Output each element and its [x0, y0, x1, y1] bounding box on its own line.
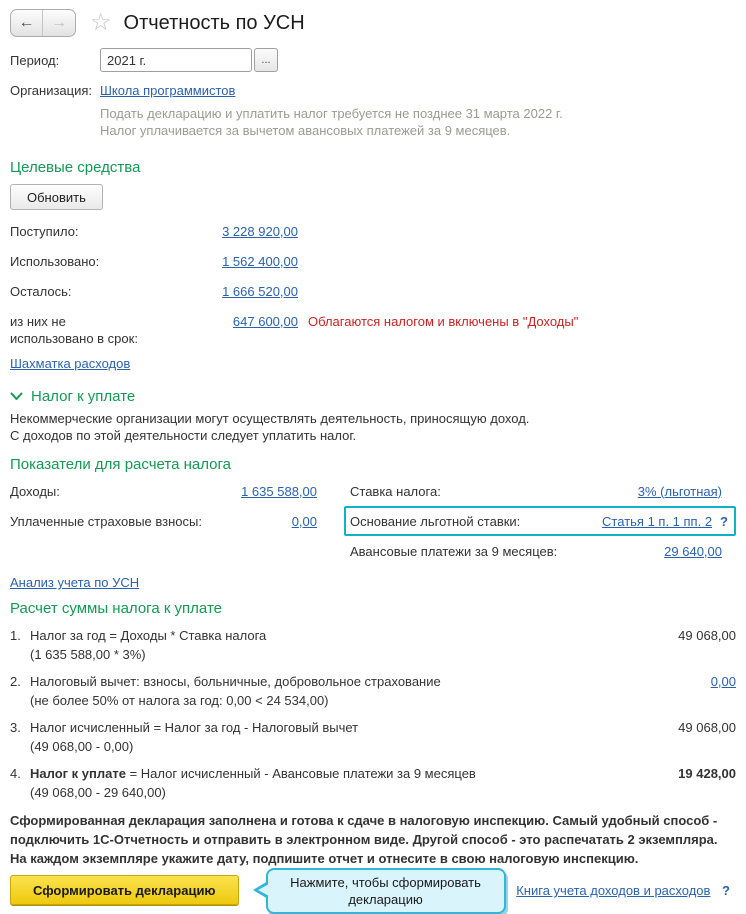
funds-overdue-label-line2: использовано в срок: [10, 331, 138, 346]
calc-item-2-detail: (не более 50% от налога за год: 0,00 < 24 534,00) [30, 693, 329, 708]
preferential-basis-label: Основание льготной ставки: [350, 513, 521, 529]
calc-item-4-text [30, 766, 626, 782]
calc-item-3-body [30, 720, 626, 755]
deadline-notice [100, 105, 736, 139]
period-row [10, 47, 736, 73]
forward-button[interactable] [43, 10, 75, 36]
period-input[interactable] [100, 48, 252, 72]
funds-overdue-label [10, 313, 188, 347]
insurance-paid-label: Уплаченные страховые взносы: [10, 513, 202, 529]
favorite-star-icon[interactable]: ☆ [90, 9, 112, 36]
income-value-link[interactable]: 1 635 588,00 [241, 483, 317, 499]
funds-remaining-label: Осталось: [10, 284, 72, 299]
income-expense-book-help-icon[interactable]: ? [722, 883, 730, 898]
income-row [10, 476, 317, 506]
funds-overdue-value-wrap [188, 313, 298, 330]
income-label: Доходы: [10, 483, 60, 499]
calc-item-3-value: 49 068,00 [678, 720, 736, 735]
funds-overdue-value-link[interactable]: 647 600,00 [232, 314, 298, 329]
calc-item-4-number: 4. [10, 766, 21, 781]
calc-item-2-body [30, 674, 626, 709]
funds-remaining-value-link[interactable]: 1 666 520,00 [222, 284, 298, 299]
usn-analysis-link[interactable]: Анализ учета по УСН [10, 575, 140, 590]
preferential-basis-value-link[interactable]: Статья 1 п. 1 пп. 2 [602, 513, 713, 529]
period-label: Период: [10, 52, 60, 68]
calc-item-1-value: 49 068,00 [678, 628, 736, 643]
calc-item-4-value: 19 428,00 [678, 766, 736, 781]
refresh-button[interactable]: Обновить [10, 184, 103, 210]
funds-row-overdue [10, 313, 736, 347]
calc-item-2-text: Налоговый вычет: взносы, больничные, добровольное страхование [30, 674, 441, 689]
calc-item-2-number: 2. [10, 674, 21, 689]
calc-item-4-body [30, 766, 626, 801]
funds-used-label: Использовано: [10, 254, 100, 269]
funds-row-used [10, 253, 298, 270]
preferential-basis-help-icon[interactable]: ? [720, 513, 728, 529]
calc-item-3 [10, 720, 736, 755]
expenses-chess-link[interactable]: Шахматка расходов [10, 356, 131, 371]
preferential-basis-row-wrap [344, 506, 736, 536]
funds-received-value-link[interactable]: 3 228 920,00 [222, 224, 298, 239]
period-picker-button[interactable]: ... [254, 48, 278, 72]
indicators-left-column [10, 476, 317, 536]
target-funds-heading: Целевые средства [10, 159, 141, 176]
calc-item-3-number: 3. [10, 720, 21, 735]
indicators-columns [10, 476, 736, 566]
declaration-ready-paragraph: Сформированная декларация заполнена и готова к сдаче в налоговую инспекцию. Самый удобный способ - подключить 1С-Отчетность и отправить в электронном виде. Другой способ - это распечатать 2 экземпляра. На каждом экземпляре укажите дату, подпишите отчет и отнесите в свою налоговую инспекцию. [10, 813, 718, 866]
deadline-notice-line2: Налог уплачивается за вычетом авансовых платежей за 9 месяцев. [100, 123, 511, 138]
calc-item-1-text: Налог за год = Доходы * Ставка налога [30, 628, 267, 643]
tax-due-description-line2: С доходов по этой деятельности следует уплатить налог. [10, 428, 357, 443]
tax-due-heading: Налог к уплате [31, 388, 136, 405]
tooltip-tail-fill-icon [258, 884, 269, 896]
organization-link[interactable]: Школа программистов [100, 82, 236, 98]
tax-due-description-line1: Некоммерческие организации могут осуществлять деятельность, приносящую доход. [10, 411, 530, 426]
calc-item-3-detail: (49 068,00 - 0,00) [30, 739, 134, 754]
insurance-paid-row [10, 506, 317, 536]
income-expense-book-link[interactable]: Книга учета доходов и расходов [516, 883, 711, 898]
taxable-warning-text: Облагаются налогом и включены в "Доходы" [308, 314, 579, 329]
calc-item-3-text: Налог исчисленный = Налог за год - Налоговый вычет [30, 720, 359, 735]
tax-rate-row [344, 476, 736, 506]
forward-arrow-icon: → [51, 14, 67, 31]
advance-payments-value-link[interactable]: 29 640,00 [664, 543, 722, 559]
calc-item-1-body [30, 628, 626, 663]
advance-payments-label: Авансовые платежи за 9 месяцев: [350, 543, 558, 559]
footer-actions-row [10, 875, 736, 914]
calc-item-2 [10, 674, 736, 709]
calc-item-1-detail: (1 635 588,00 * 3%) [30, 647, 146, 662]
tax-due-description [10, 410, 736, 444]
nav-buttons-group [10, 9, 76, 37]
indicators-right-column [344, 476, 736, 566]
funds-row-remaining [10, 283, 298, 300]
period-input-wrap [100, 48, 278, 72]
tax-due-heading-row[interactable] [10, 388, 736, 405]
calc-item-2-value-link[interactable]: 0,00 [710, 674, 736, 689]
tooltip-text: Нажмите, чтобы сформировать декларацию [290, 875, 481, 907]
funds-received-label: Поступило: [10, 224, 79, 239]
calculation-heading: Расчет суммы налога к уплате [10, 600, 222, 617]
income-expense-book-wrap [516, 883, 736, 898]
funds-overdue-label-line1: из них не [10, 314, 66, 329]
calc-item-4 [10, 766, 736, 801]
calc-item-1 [10, 628, 736, 663]
funds-row-received [10, 223, 298, 240]
deadline-notice-line1: Подать декларацию и уплатить налог требуется не позднее 31 марта 2022 г. [100, 106, 563, 121]
indicators-heading: Показатели для расчета налога [10, 456, 231, 473]
tax-rate-label: Ставка налога: [350, 483, 441, 499]
calc-item-2-value-wrap [626, 674, 736, 709]
preferential-basis-highlight-box [344, 506, 736, 536]
calc-item-4-text-rest: = Налог исчисленный - Авансовые платежи за 9 месяцев [125, 766, 476, 781]
chevron-down-icon [10, 392, 23, 401]
funds-used-value-link[interactable]: 1 562 400,00 [222, 254, 298, 269]
generate-declaration-button[interactable]: Сформировать декларацию [10, 875, 239, 905]
back-button[interactable] [11, 10, 43, 36]
back-arrow-icon: ← [18, 14, 35, 31]
organization-label: Организация: [10, 82, 93, 98]
page-title: Отчетность по УСН [123, 11, 305, 34]
generate-declaration-tooltip [266, 868, 506, 914]
calc-item-1-number: 1. [10, 628, 21, 643]
topbar [10, 8, 736, 38]
insurance-paid-value-link[interactable]: 0,00 [291, 513, 317, 529]
calc-item-4-detail: (49 068,00 - 29 640,00) [30, 785, 166, 800]
advance-payments-row [344, 536, 736, 566]
organization-row [10, 81, 736, 99]
calc-item-4-text-bold: Налог к уплате [30, 766, 126, 781]
tax-rate-value-link[interactable]: 3% (льготная) [637, 483, 722, 499]
